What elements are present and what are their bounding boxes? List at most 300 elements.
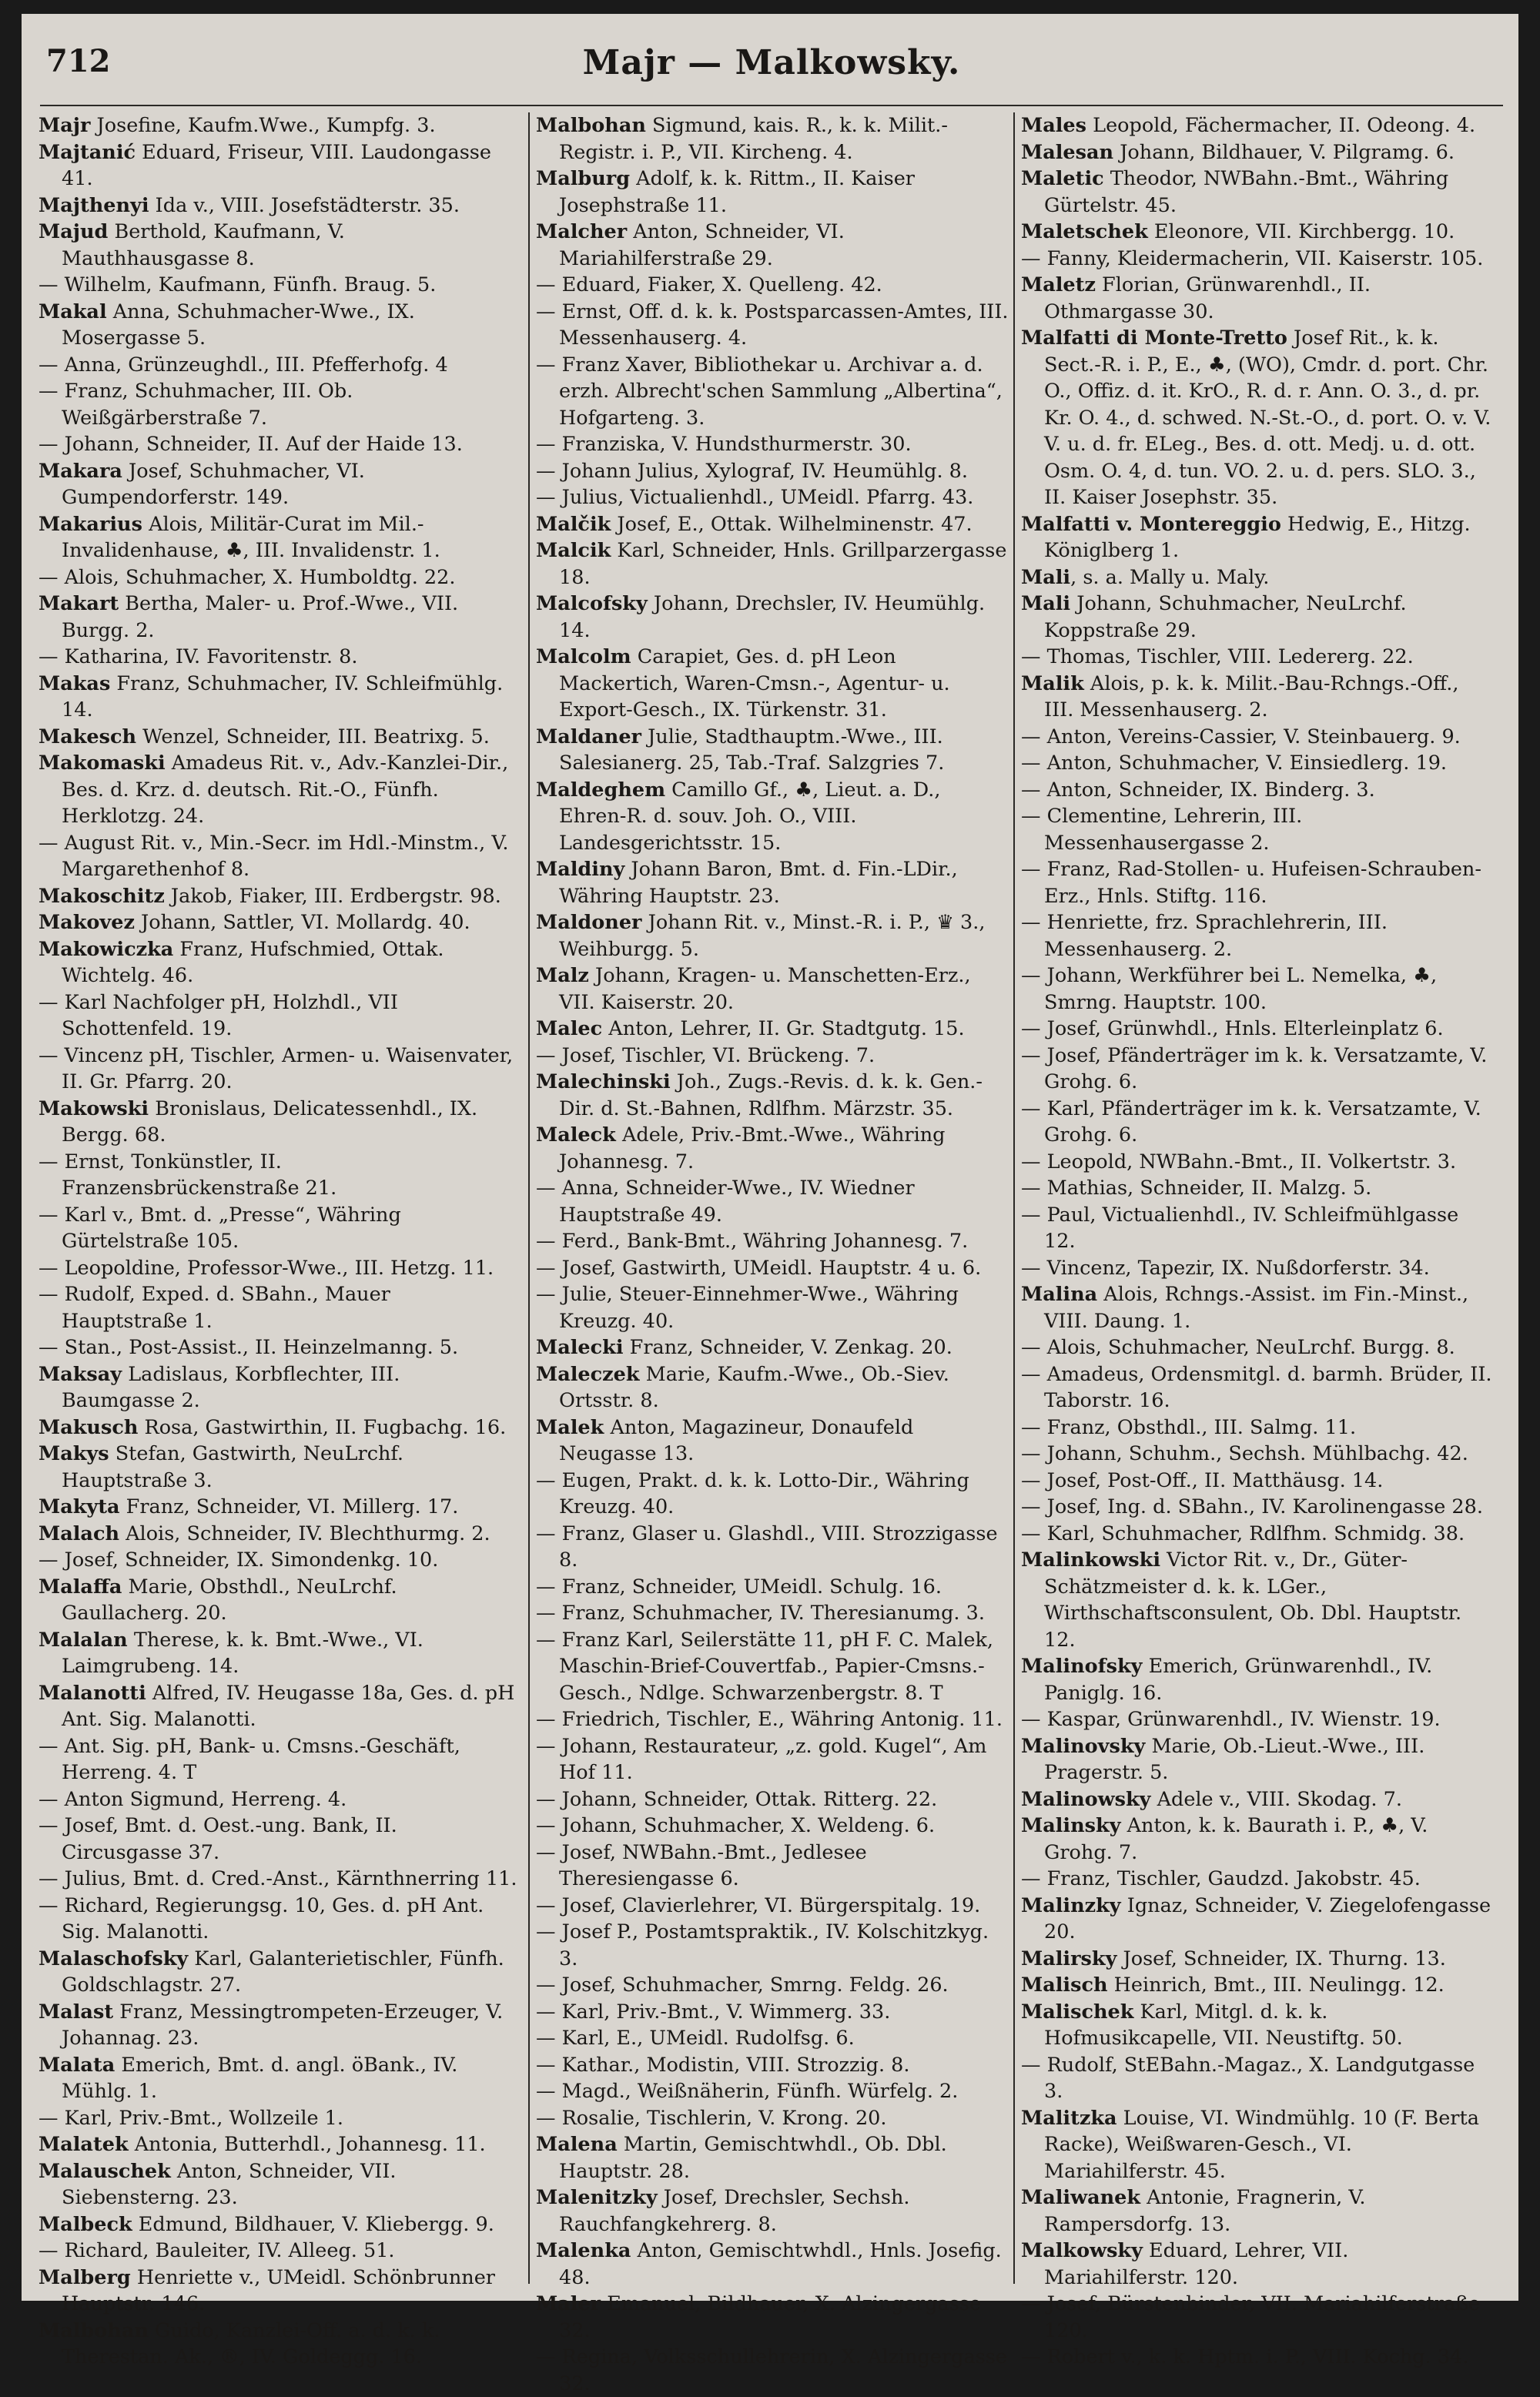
entry-details: Johann, Drechsler, IV. Heumühlg. 14. (559, 592, 986, 642)
directory-entry (38, 1096, 517, 1149)
entry-surname: Malesan (1021, 140, 1114, 164)
directory-entry (1021, 750, 1494, 777)
directory-entry (536, 909, 1009, 962)
directory-entry (38, 883, 517, 910)
entry-surname: Malitzka (1021, 2106, 1117, 2130)
directory-entry (1021, 1786, 1494, 1813)
directory-entry (38, 2131, 517, 2158)
entry-details: Karl, Mitgl. d. k. k. Hofmusikcapelle, VII. Neustiftg. 50. (1044, 2000, 1403, 2050)
entry-surname: Maletz (1021, 273, 1096, 296)
directory-entry (1021, 1096, 1494, 1149)
directory-entry (536, 1893, 1009, 1920)
entry-details: — Johann, Schneider, II. Auf der Haide 13. (38, 433, 463, 456)
entry-details: — Josef, Bmt. d. Oest.-ung. Bank, II. Circusgasse 37. (38, 1814, 397, 1864)
directory-entry (38, 2238, 517, 2265)
entry-surname: Malcik (536, 539, 611, 562)
directory-entry (1021, 591, 1494, 644)
directory-entry (38, 591, 517, 644)
entry-details: — Anton, Schuhmacher, V. Einsiedlerg. 19. (1021, 752, 1448, 775)
directory-entry (1021, 1521, 1494, 1548)
entry-details: Marie, Kaufm.-Wwe., Ob.-Siev. Ortsstr. 8. (559, 1362, 949, 1412)
entry-details: — Johann, Schuhmacher, X. Weldeng. 6. (536, 1814, 936, 1837)
directory-entry (38, 431, 517, 458)
directory-entry (1021, 1946, 1494, 1973)
entry-surname: Makoschitz (38, 884, 165, 908)
entry-details: — Franz, Glaser u. Glashdl., VIII. Strozzigasse 8. (536, 1522, 998, 1572)
entry-surname: Mali (1021, 592, 1071, 615)
directory-entry (1021, 909, 1494, 962)
entry-details: Louise, VI. Windmühlg. 10 (F. Berta Racke), Weißwaren-Gesch., VI. Mariahilferstr. 45. (1044, 2106, 1479, 2183)
directory-entry (1021, 1441, 1494, 1468)
entry-details: — Paul, Victualienhdl., IV. Schleifmühlgasse 12. (1021, 1203, 1459, 1253)
entry-surname: Malbohan (536, 114, 646, 137)
directory-entry (536, 166, 1009, 219)
entry-surname: Malina (1021, 1283, 1098, 1306)
directory-entry (38, 1441, 517, 1494)
entry-surname: Majtanić (38, 140, 136, 164)
entry-surname: Malec (536, 1017, 603, 1040)
directory-entry (536, 1813, 1009, 1840)
directory-entry (1021, 1468, 1494, 1495)
directory-entry (1021, 1972, 1494, 1999)
directory-entry (38, 936, 517, 989)
entry-details: — Alois, Schuhmacher, NeuLrchf. Burgg. 8. (1021, 1336, 1455, 1359)
entry-details: Julie, Stadthauptm.-Wwe., III. Salesianerg. 25, Tab.-Traf. Salzgries 7. (559, 725, 945, 775)
entry-details: , s. a. Mally u. Maly. (1070, 565, 1270, 589)
entry-surname: Maletschek (1021, 220, 1148, 243)
directory-entry (536, 219, 1009, 272)
entry-details: Josef, E., Ottak. Wilhelminenstr. 47. (611, 512, 973, 536)
directory-entry (1021, 166, 1494, 219)
entry-details: — Regina, Volksschullehrerin, X. Alzingergasse 32. (536, 2345, 1007, 2395)
directory-entry (536, 458, 1009, 485)
entry-surname: Malecki (536, 1336, 624, 1359)
entry-details: Marie, Ob.-Lieut.-Wwe., III. Pragerstr. 5. (1044, 1734, 1425, 1784)
directory-entry (38, 1334, 517, 1361)
directory-entry (536, 1361, 1009, 1414)
entry-surname: Malcher (536, 220, 628, 243)
entry-details: — Kaspar, Grünwarenhdl., IV. Wienstr. 19. (1021, 1708, 1441, 1731)
directory-entry (1021, 1016, 1494, 1043)
page-header (40, 43, 1503, 89)
directory-entry (536, 511, 1009, 538)
entry-details: Heinrich, Bmt., III. Neulingg. 12. (1107, 1974, 1445, 1997)
entry-details: Adolf, k. k. Rittm., II. Kaiser Josephstraße 11. (559, 167, 915, 217)
entry-surname: Makal (38, 300, 107, 323)
entry-details: Anton, Schneider, VII. Siebensterng. 23. (62, 2159, 397, 2209)
entry-details: — Josef, Schneider, IX. Simondenkg. 10. (38, 1548, 439, 1572)
entry-surname: Males (1021, 114, 1087, 137)
entry-surname: Makesch (38, 725, 137, 748)
entry-details: Alfred, IV. Heugasse 18a, Ges. d. pH Ant. Sig. Malanotti. (62, 1681, 515, 1731)
entry-details: Emanuel, Bildhauer, X. Alzingergasse 32. (559, 2292, 981, 2342)
directory-entry (38, 219, 517, 272)
directory-entry (38, 2105, 517, 2132)
entry-details: Karl, Schneider, Hnls. Grillparzergasse 18. (559, 539, 1007, 589)
entry-details: Carapiet, Ges. d. pH Leon Mackertich, Waren-Cmsn.-, Agentur- u. Export-Gesch., IX. Türkenstr. 31. (559, 645, 950, 721)
directory-entry (38, 1574, 517, 1627)
entry-details: Florian, Grünwarenhdl., II. Othmargasse 30. (1044, 273, 1371, 323)
entry-surname: Makys (38, 1442, 109, 1465)
entry-details: Franz, Hufschmied, Ottak. Wichtelg. 46. (62, 937, 444, 987)
directory-entry (38, 1521, 517, 1548)
directory-entry (1021, 1999, 1494, 2052)
directory-entry (536, 1414, 1009, 1468)
directory-entry (536, 1175, 1009, 1228)
entry-details: — Johann, Schneider, Ottak. Ritterg. 22. (536, 1787, 938, 1811)
directory-entry (38, 564, 517, 591)
directory-entry (38, 458, 517, 511)
directory-entry (38, 378, 517, 431)
directory-entry (536, 1972, 1009, 1999)
directory-entry (536, 962, 1009, 1016)
entry-details: — Johann Julius, Xylograf, IV. Heumühlg. 8. (536, 459, 968, 483)
directory-entry (38, 511, 517, 564)
entry-details: — Johann, Schuhm., Sechsh. Mühlbachg. 42. (1021, 1442, 1468, 1465)
entry-details: — Franz, Obsthdl., III. Salmg. 11. (1021, 1415, 1357, 1439)
entry-details: — Henriette, frz. Sprachlehrerin, III. Messenhauserg. 2. (1021, 911, 1388, 961)
entry-surname: Malaffa (38, 1575, 122, 1599)
entry-details: Johann, Sattler, VI. Mollardg. 40. (134, 911, 470, 934)
entry-details: — Julius, Bmt. d. Cred.-Anst., Kärnthnerring 11. (38, 1867, 517, 1890)
entry-details: Alois, p. k. k. Milit.-Bau-Rchngs.-Off., III. Messenhauserg. 2. (1044, 671, 1459, 721)
directory-entry (1021, 2184, 1494, 2238)
directory-entry (38, 1866, 517, 1893)
entry-details: Antonia, Butterhdl., Johannesg. 11. (128, 2133, 486, 2156)
entry-details: — Leopoldine, Professor-Wwe., III. Hetzg. 11. (38, 1256, 494, 1280)
entry-details: Martin, Gemischtwhdl., Ob. Dbl. Hauptstr. 28. (559, 2133, 947, 2183)
entry-details: Ignaz, Schneider, V. Ziegelofengasse 20. (1044, 1893, 1491, 1943)
entry-details: Joh., Zugs.-Revis. d. k. k. Gen.-Dir. d. St.-Bahnen, Rdlfhm. Märzstr. 35. (559, 1070, 983, 1120)
entry-surname: Malinzky (1021, 1893, 1121, 1917)
entry-surname: Malechinski (536, 1070, 671, 1093)
entry-surname: Malčik (536, 512, 611, 536)
directory-entry (38, 2158, 517, 2211)
column-2 (528, 112, 1009, 2395)
entry-details: Henriette v., UMeidl. Schönbrunner Hauptstr. 146. (62, 2265, 495, 2315)
entry-details: Guido, Kanzlei-Off. a. d. k. k. Therestan. Ak., ®, IV. Goldeggg. 16. (62, 2318, 440, 2369)
entry-surname: Majr (38, 114, 91, 137)
entry-details: Josef, Drechsler, Sechsh. Rauchfangkehrerg. 8. (559, 2186, 910, 2236)
entry-details: — Karl, Priv.-Bmt., V. Wimmerg. 33. (536, 2000, 891, 2024)
directory-entry (38, 1202, 517, 1255)
entry-details: — Wilhelm, Kaufmann, Fünfh. Braug. 5. (38, 273, 437, 296)
entry-details: Hedwig, E., Hitzg. Königlberg 1. (1044, 512, 1471, 562)
entry-details: — Vincenz pH, Tischler, Armen- u. Waisenvater, II. Gr. Pfarrg. 20. (38, 1043, 514, 1093)
entry-details: — Josef, Grünwhdl., Hnls. Elterleinplatz 6. (1021, 1017, 1444, 1040)
entry-details: — Kathar., Modistin, VIII. Strozzig. 8. (536, 2053, 910, 2077)
entry-details: — Alois, Schuhmacher, X. Humboldtg. 22. (38, 565, 456, 589)
entry-details: Jakob, Fiaker, III. Erdbergstr. 98. (164, 884, 501, 908)
entry-details: — Amadeus, Ordensmitgl. d. barmh. Brüder, II. Taborstr. 16. (1021, 1362, 1492, 1412)
entry-details: — Franz, Schuhmacher, IV. Theresianumg. 3. (536, 1602, 985, 1625)
entry-surname: Malinovsky (1021, 1734, 1146, 1758)
entry-details: — Josef, Clavierlehrer, VI. Bürgerspitalg. 19. (536, 1893, 981, 1917)
entry-details: Johann Baron, Bmt. d. Fin.-LDir., Währing Hauptstr. 23. (559, 858, 958, 908)
directory-entry (536, 1334, 1009, 1361)
entry-surname: Malatek (38, 2133, 129, 2156)
entry-details: Marie, Obsthdl., NeuLrchf. Gaullacherg. 20. (62, 1575, 397, 1625)
entry-surname: Makarius (38, 512, 142, 536)
entry-details: — Anna, Schneider-Wwe., IV. Wiedner Hauptstraße 49. (536, 1177, 915, 1227)
directory-entry (536, 1228, 1009, 1255)
directory-entry (536, 1840, 1009, 1893)
entry-details: — Karl, Schuhmacher, Rdlfhm. Schmidg. 38. (1021, 1522, 1465, 1545)
directory-entry (1021, 724, 1494, 751)
entry-surname: Malast (38, 2000, 114, 2024)
entry-details: — Stan., Post-Assist., II. Heinzelmanng. 5. (38, 1336, 459, 1359)
entry-details: — Anton Sigmund, Herreng. 4. (38, 1787, 347, 1811)
entry-surname: Malaschofsky (38, 1947, 189, 1970)
entry-details: Edmund, Bildhauer, V. Kliebergg. 9. (132, 2212, 494, 2236)
entry-details: — Karl, Priv.-Bmt., Wollzeile 1. (38, 2106, 344, 2130)
directory-entry (536, 2078, 1009, 2105)
directory-entry (536, 777, 1009, 857)
entry-details: Anton, Magazineur, Donaufeld Neugasse 13. (559, 1415, 914, 1465)
directory-entry (38, 1414, 517, 1441)
entry-details: — Clementine, Lehrerin, III. Messenhausergasse 2. (1021, 805, 1303, 855)
directory-entry (536, 856, 1009, 909)
entry-details: Johann Rit. v., Minst.-R. i. P., ♛ 3., Weihburgg. 5. (559, 911, 986, 961)
entry-details: — Josef, NWBahn.-Bmt., Jedlesee Theresiengasse 6. (536, 1840, 867, 1890)
entry-surname: Malcofsky (536, 592, 648, 615)
directory-entry (536, 1016, 1009, 1043)
entry-surname: Maliwanek (1021, 2186, 1141, 2209)
directory-entry (38, 1494, 517, 1521)
directory-entry (1021, 644, 1494, 671)
directory-entry (1021, 325, 1494, 511)
entry-details: — Rudolf, Exped. d. SBahn., Mauer Hauptstraße 1. (38, 1283, 390, 1333)
entry-details: — Vincenz, Tapezir, IX. Nußdorferstr. 34. (1021, 1256, 1430, 1280)
entry-details: — Ant. Sig. pH, Bank- u. Cmsns.-Geschäft, Herreng. 4. T (38, 1734, 460, 1784)
directory-entry (38, 644, 517, 671)
directory-entry (38, 139, 517, 192)
entry-details: Emerich, Bmt. d. angl. öBank., IV. Mühlg. 1. (62, 2053, 458, 2103)
entry-details: Rosa, Gastwirthin, II. Fugbachg. 16. (138, 1415, 507, 1439)
directory-entry (1021, 1733, 1494, 1786)
entry-details: — Robert v., k. k. Hptm. i. P., VIII. Kochg. 34. (1021, 2345, 1469, 2369)
directory-entry (536, 1919, 1009, 1972)
entry-details: — Franz, Schuhmacher, III. Ob. Weißgärberstraße 7. (38, 380, 353, 430)
directory-entry (38, 192, 517, 219)
directory-entry (536, 2184, 1009, 2238)
entry-details: — Anton, Schneider, IX. Binderg. 3. (1021, 778, 1375, 802)
entry-details: Bertha, Maler- u. Prof.-Wwe., VII. Burgg. 2. (62, 592, 459, 642)
running-title: Majr — Malkowsky. (582, 43, 961, 82)
directory-entry (1021, 1893, 1494, 1946)
entry-details: — Franz, Tischler, Gaudzd. Jakobstr. 45. (1021, 1867, 1421, 1890)
directory-entry (1021, 1866, 1494, 1893)
entry-details: Johann, Bildhauer, V. Pilgramg. 6. (1113, 140, 1455, 164)
entry-surname: Malberg (38, 2265, 131, 2289)
entry-details: Theodor, NWBahn.-Bmt., Währing Gürtelstr. 45. (1044, 167, 1449, 217)
entry-details: — Josef P., Postamtspraktik., IV. Kolschitzkyg. 3. (536, 1920, 989, 1970)
directory-entry (1021, 1175, 1494, 1202)
directory-entry (536, 431, 1009, 458)
column-1 (38, 112, 517, 2369)
entry-details: Emerich, Grünwarenhdl., IV. Paniglg. 16. (1044, 1655, 1433, 1705)
entry-details: — Franz Xaver, Bibliothekar u. Archivar a. d. erzh. Albrecht'schen Sammlung „Albertina“, Hofgarteng. 3. (536, 353, 1003, 430)
entry-details: Franz, Schneider, V. Zenkag. 20. (623, 1336, 952, 1359)
directory-entry (1021, 856, 1494, 909)
entry-surname: Malirsky (1021, 1947, 1117, 1970)
directory-entry (38, 724, 517, 751)
directory-entry (536, 272, 1009, 299)
entry-details: Adele, Priv.-Bmt.-Wwe., Währing Johannesg. 7. (559, 1123, 946, 1173)
entry-surname: Malek (536, 1415, 604, 1439)
directory-entry (1021, 246, 1494, 273)
entry-details: Amadeus Rit. v., Adv.-Kanzlei-Dir., Bes. d. Krz. d. deutsch. Rit.-O., Fünfh. Herklotzg. 24. (62, 752, 509, 828)
entry-details: — Karl, Pfänderträger im k. k. Versatzamte, V. Grohg. 6. (1021, 1096, 1481, 1147)
entry-surname: Malenitzky (536, 2186, 658, 2209)
directory-entry (536, 2344, 1009, 2397)
entry-details: — Mathias, Schneider, II. Malzg. 5. (1021, 1177, 1372, 1200)
directory-entry (1021, 803, 1494, 856)
directory-entry (38, 1946, 517, 1999)
directory-entry (1021, 1281, 1494, 1334)
directory-entry (1021, 1202, 1494, 1255)
entry-details: Therese, k. k. Bmt.-Wwe., VI. Laimgrubeng. 14. (62, 1628, 424, 1678)
entry-surname: Malena (536, 2133, 618, 2156)
entry-details: Alois, Schneider, IV. Blechthurmg. 2. (119, 1522, 490, 1545)
directory-entry (38, 352, 517, 379)
directory-entry (1021, 112, 1494, 139)
entry-surname: Maldeghem (536, 778, 666, 802)
entry-details: — Ernst, Off. d. k. k. Postsparcassen-Amtes, III. Messenhauserg. 4. (536, 300, 1009, 350)
directory-entry (38, 2052, 517, 2105)
directory-entry (38, 2265, 517, 2318)
entry-details: — Anton, Vereins-Cassier, V. Steinbauerg. 9. (1021, 725, 1461, 748)
entry-details: — Leopold, NWBahn.-Bmt., II. Volkertstr. 3. (1021, 1150, 1457, 1173)
directory-entry (1021, 1149, 1494, 1176)
directory-entry (1021, 219, 1494, 246)
entry-surname: Malalan (38, 1628, 128, 1652)
entry-details: — Josef, Ing. d. SBahn., IV. Karolinengasse 28. (1021, 1495, 1483, 1518)
entry-surname: Malkowsky (1021, 2239, 1143, 2262)
entry-details: — Magd., Weißnäherin, Fünfh. Würfelg. 2. (536, 2080, 959, 2103)
entry-details: — Richard, Regierungsg. 10, Ges. d. pH Ant. Sig. Malanotti. (38, 1893, 484, 1943)
directory-entry (536, 724, 1009, 777)
directory-entry (1021, 2105, 1494, 2185)
entry-surname: Malbeck (38, 2212, 132, 2236)
directory-entry (38, 1547, 517, 1574)
entry-details: — Friedrich, Tischler, E., Währing Antonig. 11. (536, 1708, 1003, 1731)
entry-details: — Anna, Grünzeughdl., III. Pfefferhofg. 4 (38, 353, 448, 377)
directory-entry (38, 830, 517, 883)
entry-details: Camillo Gf., ♣, Lieut. a. D., Ehren-R. d. souv. Joh. O., VIII. Landesgerichtsstr. 15. (559, 778, 941, 855)
entry-surname: Maldoner (536, 911, 642, 934)
entry-details: — Josef, Post-Off., II. Matthäusg. 14. (1021, 1468, 1384, 1492)
directory-entry (536, 1574, 1009, 1601)
entry-details: — Josef, Bürstenbinder, VII. Mariahilferstraße 120. (1021, 2292, 1481, 2342)
entry-details: Karl, Galanterietischler, Fünfh. Goldschlagstr. 27. (62, 1947, 504, 1997)
entry-surname: Malenka (536, 2239, 631, 2262)
directory-entry (536, 1786, 1009, 1813)
entry-details: Alois, Militär-Curat im Mil.-Invalidenhause, ♣, III. Invalidenstr. 1. (62, 512, 440, 562)
entry-details: Antonie, Fragnerin, V. Rampersdorfg. 13. (1044, 2186, 1366, 2236)
entry-details: — Josef, Pfänderträger im k. k. Versatzamte, V. Grohg. 6. (1021, 1043, 1488, 1093)
entry-details: — Johann, Werkführer bei L. Nemelka, ♣, Smrng. Hauptstr. 100. (1021, 964, 1438, 1014)
directory-entry (1021, 1494, 1494, 1521)
directory-entry (1021, 1653, 1494, 1706)
directory-entry (38, 2211, 517, 2238)
directory-entry (38, 1043, 517, 1096)
directory-entry (536, 112, 1009, 166)
directory-entry (1021, 511, 1494, 564)
entry-details: Eduard, Friseur, VIII. Laudongasse 41. (62, 140, 491, 190)
directory-entry (1021, 139, 1494, 166)
entry-details: Berthold, Kaufmann, V. Mauthhausgasse 8. (62, 220, 345, 270)
entry-details: — Franz, Schneider, UMeidl. Schulg. 16. (536, 1575, 942, 1599)
entry-surname: Malinofsky (1021, 1655, 1143, 1678)
entry-details: — Julius, Victualienhdl., UMeidl. Pfarrg. 43. (536, 486, 974, 509)
entry-surname: Maletic (1021, 167, 1104, 190)
entry-details: Franz, Schneider, VI. Millerg. 17. (119, 1495, 459, 1518)
directory-entry (536, 1521, 1009, 1574)
entry-details: Franz, Messingtrompeten-Erzeuger, V. Johannag. 23. (62, 2000, 504, 2050)
directory-entry (536, 644, 1009, 724)
directory-entry (536, 2131, 1009, 2184)
directory-entry (1021, 962, 1494, 1016)
directory-page (22, 14, 1518, 2395)
directory-entry (536, 1069, 1009, 1122)
directory-entry (1021, 671, 1494, 724)
entry-details: — Eugen, Prakt. d. k. k. Lotto-Dir., Währing Kreuzg. 40. (536, 1468, 969, 1518)
directory-entry (38, 272, 517, 299)
entry-details: — Thomas, Tischler, VIII. Ledererg. 22. (1021, 645, 1414, 668)
entry-details: — Fanny, Kleidermacherin, VII. Kaiserstr. 105. (1021, 246, 1484, 270)
directory-entry (536, 484, 1009, 511)
directory-entry (1021, 2291, 1494, 2344)
entry-details: Sigmund, kais. R., k. k. Milit.-Registr. i. P., VII. Kircheng. 4. (559, 114, 949, 164)
directory-entry (536, 299, 1009, 352)
entry-surname: Makusch (38, 1415, 139, 1439)
entry-surname: Makas (38, 671, 111, 695)
directory-entry (536, 1600, 1009, 1627)
directory-entry (536, 2105, 1009, 2132)
directory-entry (536, 591, 1009, 644)
entry-surname: Makowiczka (38, 937, 174, 961)
entry-surname: Maldaner (536, 725, 641, 748)
entry-surname: Malauschek (38, 2159, 171, 2183)
entry-details: — August Rit. v., Min.-Secr. im Hdl.-Minstm., V. Margarethenhof 8. (38, 831, 509, 881)
entry-surname: Malik (1021, 671, 1084, 695)
directory-entry (1021, 2344, 1494, 2371)
directory-entry (536, 1043, 1009, 1070)
directory-entry (38, 1813, 517, 1866)
directory-entry (38, 1999, 517, 2052)
entry-surname: Majud (38, 220, 109, 243)
entry-surname: Maleczek (536, 1362, 640, 1386)
directory-entry (38, 989, 517, 1043)
directory-entry (536, 2291, 1009, 2344)
entry-details: — Ferd., Bank-Bmt., Währing Johannesg. 7. (536, 1230, 969, 1253)
entry-surname: Malischek (1021, 2000, 1134, 2024)
entry-details: Josef, Schuhmacher, VI. Gumpendorferstr. 149. (62, 459, 365, 509)
directory-entry (1021, 1255, 1494, 1282)
entry-surname: Malcolm (536, 645, 631, 668)
entry-details: — Josef, Gastwirth, UMeidl. Hauptstr. 4 u. 6. (536, 1256, 982, 1280)
directory-entry (536, 2025, 1009, 2052)
directory-entry (1021, 1547, 1494, 1653)
directory-entry (1021, 272, 1494, 325)
entry-surname: Mali (1021, 565, 1071, 589)
directory-entry (38, 112, 517, 139)
directory-entry (536, 1281, 1009, 1334)
directory-entry (536, 1255, 1009, 1282)
entry-surname: Makovez (38, 911, 135, 934)
directory-entry (38, 750, 517, 830)
